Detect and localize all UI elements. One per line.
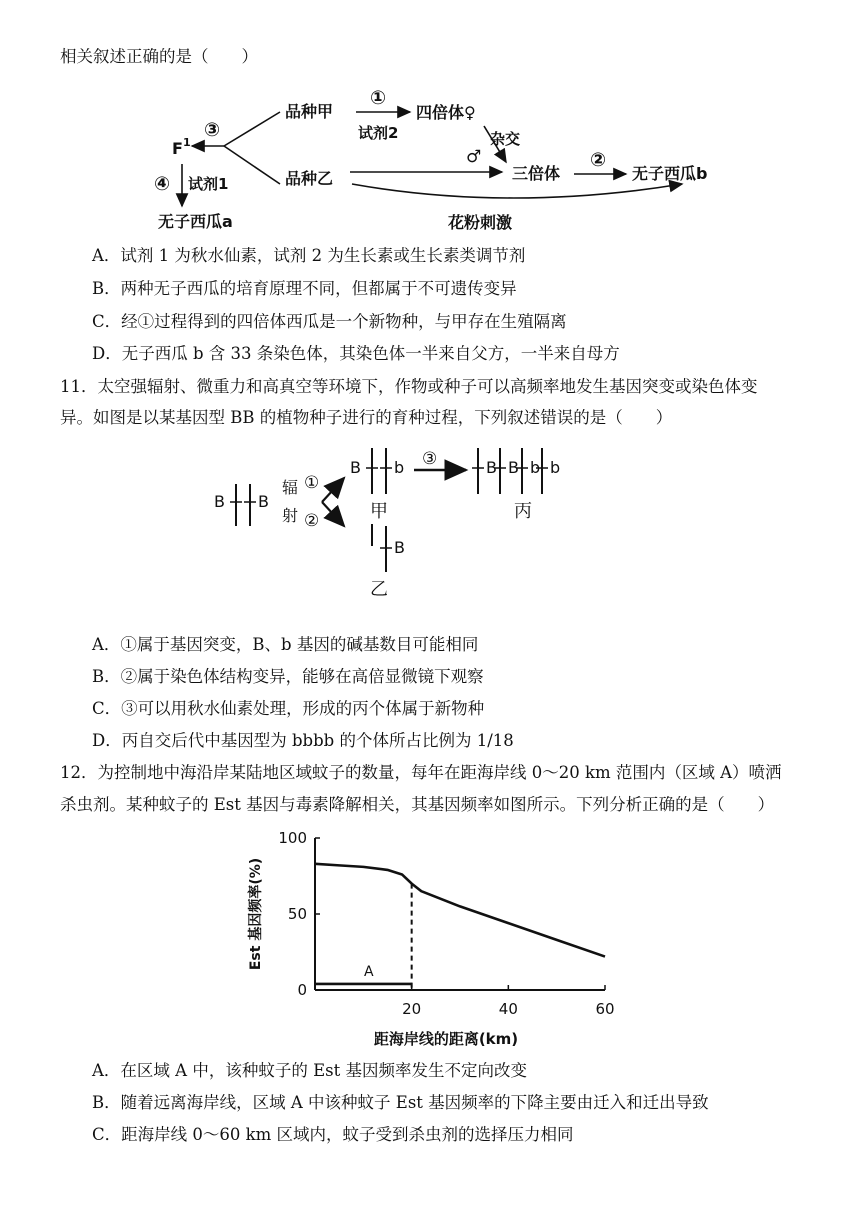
step-1-label: ① xyxy=(370,87,387,109)
q10-option-c: C．经①过程得到的四倍体西瓜是一个新物种，与甲存在生殖隔离 xyxy=(92,312,567,331)
x-tick-label: 60 xyxy=(595,1000,615,1018)
seedless-watermelon-b: 无子西瓜b xyxy=(632,164,708,183)
q11-option-c: C．③可以用秋水仙素处理，形成的丙个体属于新物种 xyxy=(92,699,485,718)
y-tick-label: 100 xyxy=(278,829,307,847)
radiation-char-2: 射 xyxy=(282,506,299,525)
x-tick-label: 20 xyxy=(402,1000,422,1018)
q11-option-b: B．②属于染色体结构变异，能够在高倍显微镜下观察 xyxy=(92,667,484,686)
bing-allele-B1: B xyxy=(486,458,497,477)
jia-allele-b: b xyxy=(394,458,405,477)
reagent-2-label: 试剂2 xyxy=(358,124,399,142)
region-a-label: A xyxy=(364,964,374,980)
q12-option-b: B．随着远离海岸线，区域 A 中该种蚊子 Est 基因频率的下降主要由迁入和迁出导致 xyxy=(92,1093,709,1112)
q10-option-a: A．试剂 1 为秋水仙素，试剂 2 为生长素或生长素类调节剂 xyxy=(92,246,526,265)
q11-stem-line-2: 异。如图是以某基因型 BB 的植物种子进行的育种过程，下列叙述错误的是（ ） xyxy=(60,408,673,427)
yi-allele-B: B xyxy=(394,538,405,557)
pollen-stimulus: 花粉刺激 xyxy=(448,213,513,232)
q10-option-d: D．无子西瓜 b 含 33 条染色体，其染色体一半来自父方，一半来自母方 xyxy=(92,344,620,363)
variety-jia: 品种甲 xyxy=(285,102,334,121)
q11-option-a: A．①属于基因突变，B、b 基因的碱基数目可能相同 xyxy=(92,635,479,654)
radiation-char-1: 辐 xyxy=(282,478,299,497)
step-3-label: ③ xyxy=(204,119,221,141)
q12-stem-line-2: 杀虫剂。某种蚊子的 Est 基因与毒素降解相关，其基因频率如图所示。下列分析正确的是（ ） xyxy=(60,795,775,814)
seedless-watermelon-a: 无子西瓜a xyxy=(158,212,233,231)
bing-allele-b1: b xyxy=(530,458,541,477)
reagent-1-label: 试剂1 xyxy=(188,175,229,193)
q12-option-a: A．在区域 A 中，该种蚊子的 Est 基因频率发生不定向改变 xyxy=(92,1061,527,1080)
jia-allele-B: B xyxy=(350,458,361,477)
jia-label: 甲 xyxy=(370,501,388,522)
step-2-mark: ② xyxy=(304,511,320,531)
step-1-mark: ① xyxy=(304,473,320,493)
q11-option-d: D．丙自交后代中基因型为 bbbb 的个体所占比例为 1/18 xyxy=(92,731,514,750)
y-tick-label: 50 xyxy=(287,905,307,923)
y-tick-label: 0 xyxy=(297,981,307,999)
yi-label: 乙 xyxy=(370,579,388,600)
chart-x-axis-label: 距海岸线的距离(km) xyxy=(373,1030,519,1048)
step-3-mark: ③ xyxy=(422,449,438,469)
hybrid-label: 杂交 xyxy=(490,130,521,148)
allele-B-left: B xyxy=(214,492,225,511)
bing-allele-b2: b xyxy=(550,458,561,477)
chart-y-axis-label: Est 基因频率(%) xyxy=(248,857,264,971)
x-tick-label: 40 xyxy=(498,1000,518,1018)
bing-label: 丙 xyxy=(514,501,532,522)
bing-allele-B2: B xyxy=(508,458,519,477)
watermelon-breeding-diagram xyxy=(154,80,760,240)
q10-option-b: B．两种无子西瓜的培育原理不同，但都属于不可遗传变异 xyxy=(92,279,517,298)
chromosome-breeding-diagram xyxy=(208,440,608,600)
step-2-label: ② xyxy=(590,149,607,171)
tetraploid-female: 四倍体♀ xyxy=(416,103,476,122)
series-line-1 xyxy=(315,864,605,957)
male-symbol: ♂ xyxy=(466,147,482,167)
q12-option-c: C．距海岸线 0～60 km 区域内，蚊子受到杀虫剂的选择压力相同 xyxy=(92,1125,574,1144)
f1-label: $F^1$ xyxy=(172,136,191,158)
q11-stem-line-1: 11．太空强辐射、微重力和高真空等环境下，作物或种子可以高频率地发生基因突变或染色体变 xyxy=(60,377,758,396)
variety-yi: 品种乙 xyxy=(285,169,334,188)
triploid: 三倍体 xyxy=(512,164,561,183)
question-10-stem-end: 相关叙述正确的是（ ） xyxy=(60,47,258,66)
allele-B-right: B xyxy=(258,492,269,511)
step-4-label: ④ xyxy=(154,173,171,195)
est-frequency-chart xyxy=(240,824,640,1054)
q12-stem-line-1: 12．为控制地中海沿岸某陆地区域蚊子的数量，每年在距海岸线 0～20 km 范围内（区域 A）喷洒 xyxy=(60,763,782,782)
